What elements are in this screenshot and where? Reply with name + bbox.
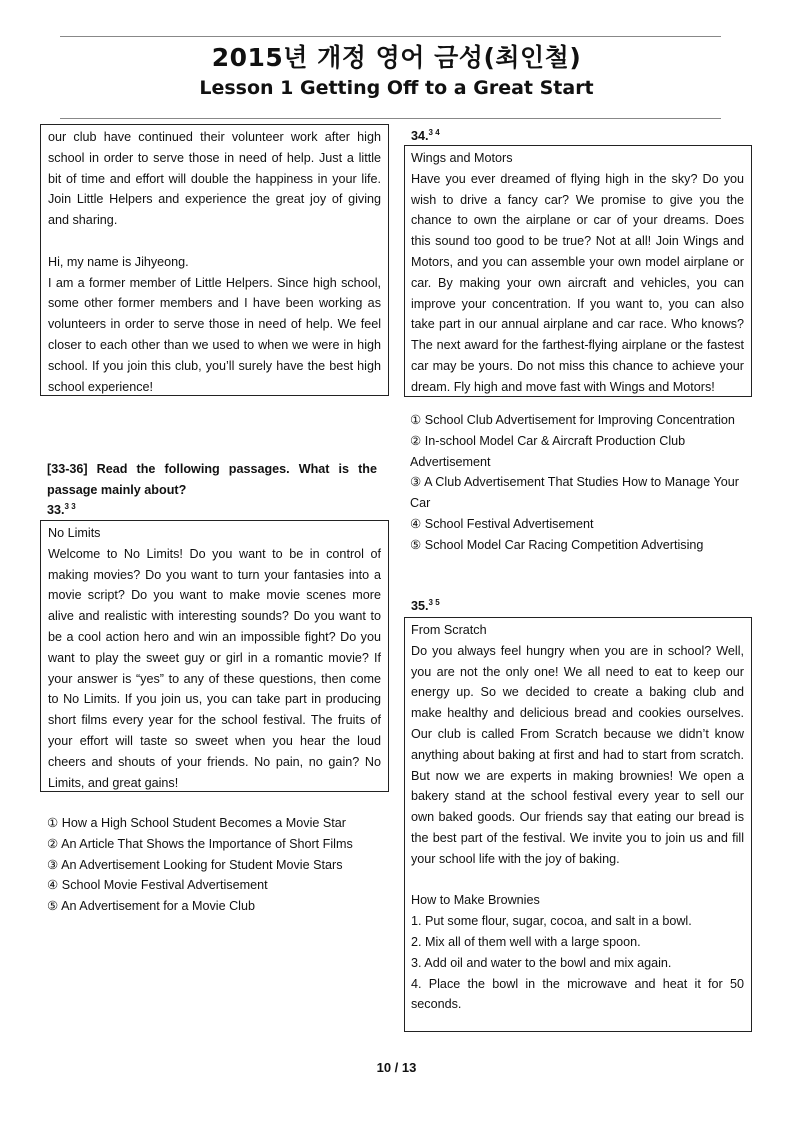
q35-body: Do you always feel hungry when you are in school? Well, you are not the only one! We all need to eat to keep our energy up. So we decided to create a baking club and make healthy and delicious bread and cookies ourselves. Our club is called From Scratch because we didn’t know anything about baking at first and had to start from scratch. But now we are experts in making brownies! We open a bakery stand at the school festival every year to sell our own baked goods. Our friends say that eating our bread is the best part of the festival. We invite you to join us and fill your school life with the joy of baking. [411, 643, 744, 866]
q34-title: Wings and Motors [411, 151, 513, 165]
q33-choice-3[interactable]: ③ An Advertisement Looking for Student Movie Stars [47, 857, 343, 872]
q35-step-2: 2. Mix all of them well with a large spoon. [411, 934, 641, 949]
q34-sup: 3 4 [428, 128, 440, 137]
q33-body: Welcome to No Limits! Do you want to be in control of making movies? Do you want to turn your fantasies into a movie script? Do you want to make movie scenes more alive and realistic with interesting sounds? Do you want to be a cool action hero and win an impossible fight? Do you want to play the sweet guy or girl in a romantic movie? If your answer is “yes” to any of these questions, then come to No Limits. If you join us, you can take part in producing short films every year for the school festival. The fruits of your effort will taste so sweet when you hear the loud cheers and shouts of your friends. No pain, no gain? No Limits, and great gains! [48, 546, 381, 790]
q34-choice-1[interactable]: ① School Club Advertisement for Improving Concentration [410, 413, 735, 427]
lesson-title: Lesson 1 Getting Off to a Great Start [199, 77, 594, 99]
header-bottom-rule [60, 118, 721, 119]
q35-passage-text [411, 620, 744, 1015]
q33-choice-2[interactable]: ② An Article That Shows the Importance of Short Films [47, 836, 353, 851]
q34-choice-2[interactable]: ② In-school Model Car & Aircraft Production Club Advertisement [410, 433, 686, 469]
document-title: 2015년 개정 영어 금성(최인철) [211, 43, 582, 72]
q33-choice-4[interactable]: ④ School Movie Festival Advertisement [47, 878, 268, 893]
q33-number [47, 502, 76, 517]
continued-para2-greeting: Hi, my name is Jihyeong. [48, 254, 189, 269]
header-top-rule [60, 36, 721, 37]
q33-title: No Limits [48, 526, 101, 540]
section-instruction: [33-36] Read the following passages. What is the passage mainly about? [47, 462, 377, 497]
q35-number-text: 35. [411, 599, 429, 614]
q33-sup: 3 3 [64, 502, 76, 511]
q33-choice-1[interactable]: ① How a High School Student Becomes a Movie Star [47, 816, 346, 830]
q33-choices [47, 813, 387, 917]
q34-number-text: 34. [411, 129, 429, 144]
q33-passage-box [40, 520, 389, 792]
continued-passage-box [40, 124, 389, 396]
q33-choice-5[interactable]: ⑤ An Advertisement for a Movie Club [47, 899, 255, 914]
q35-step-1: 1. Put some flour, sugar, cocoa, and salt in a bowl. [411, 914, 692, 929]
q34-number [411, 128, 440, 143]
page-number: 10 / 13 [376, 1060, 417, 1075]
q34-choices [410, 410, 748, 556]
q34-passage-box [404, 145, 752, 397]
q34-passage-text [411, 148, 744, 398]
q35-passage-box [404, 617, 752, 1032]
continued-passage-text [48, 127, 381, 397]
continued-para1: our club have continued their volunteer work after high school in order to serve those in need of help. Just a little bit of time and effort will double the happiness in your life. Join Little Helpers and experience the great joy of giving and sharing. [48, 130, 381, 228]
q35-title: From Scratch [411, 623, 487, 637]
q33-passage-text [48, 523, 381, 793]
continued-para2: I am a former member of Little Helpers. Since high school, some other former members and I have been working as volunteers in order to serve those in need of help. We feel closer to each other than we used to when we were in high school. If you join this club, you’ll surely have the best high school experience! [48, 275, 381, 394]
q35-step-4: 4. Place the bowl in the microwave and heat it for 50 seconds. [411, 976, 744, 1012]
q34-choice-4[interactable]: ④ School Festival Advertisement [410, 516, 594, 531]
q34-choice-3[interactable]: ③ A Club Advertisement That Studies How to Manage Your Car [410, 475, 739, 511]
q34-body: Have you ever dreamed of flying high in the sky? Do you wish to drive a fancy car? We promise to give you the chance to own the airplane or car of your dreams. Does this sound too good to be true? Not at all! Join Wings and Motors, and you can assemble your own model airplane or car. By making your own aircraft and vehicles, you can improve your concentration. If you want to, you can also take part in our annual airplane and car race. Who knows? The next award for the farthest-flying airplane or the fastest car may be yours. Do not miss this chance to achieve your dream. Fly high and move fast with Wings and Motors! [411, 171, 744, 394]
q35-step-3: 3. Add oil and water to the bowl and mix again. [411, 955, 672, 970]
q35-sup: 3 5 [428, 598, 440, 607]
q34-choice-5[interactable]: ⑤ School Model Car Racing Competition Advertising [410, 537, 704, 552]
q35-number [411, 598, 440, 613]
q35-recipe-title: How to Make Brownies [411, 893, 540, 908]
q33-number-text: 33. [47, 503, 65, 518]
